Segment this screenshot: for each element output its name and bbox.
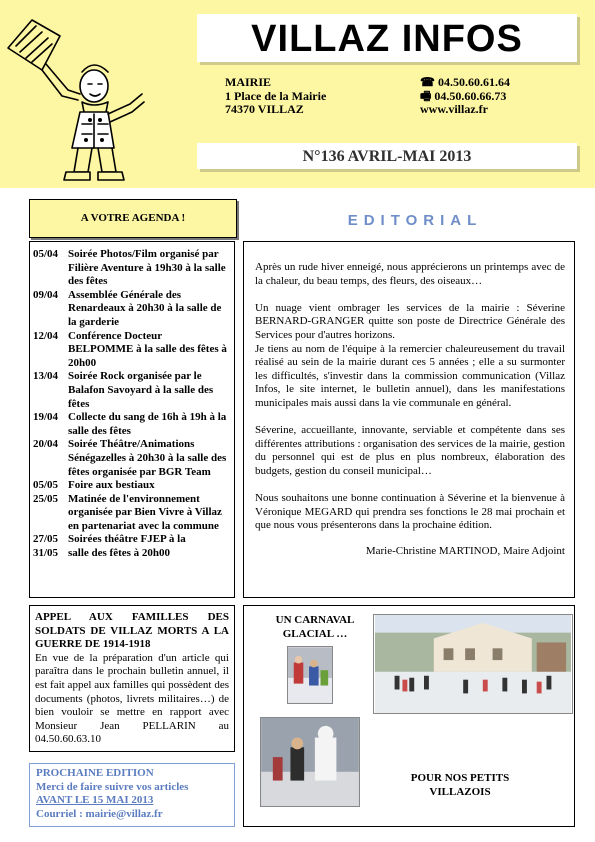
agenda-item (33, 289, 228, 330)
agenda-item (33, 411, 228, 438)
agenda-date: 25/05 (33, 492, 59, 505)
agenda-item (33, 370, 228, 411)
agenda-item (33, 330, 228, 371)
fax-icon: 🖷 (420, 88, 432, 103)
agenda-item (33, 438, 228, 479)
mairie-contact (420, 76, 510, 117)
agenda-date: 27/05 (33, 533, 59, 546)
agenda-text: Soirée Théâtre/Animations Sénégazelles à 20h30 à la salle des fêtes organisée par BGR Team (68, 438, 227, 478)
editorial-paragraph: Je tiens au nom de l'équipe à la remercier chaleureusement du travail réalisé au sein de la mairie durant ces 5 années ; elle a su surmonter les difficultés, s'investir dans la commission communication (Villaz Infos, le site internet, le bulletin annuel), dans les manifestations municipales mais aussi dans la vie communale en général. (255, 342, 565, 409)
address-line: 1 Place de la Mairie (225, 88, 327, 103)
agenda-date: 09/04 (33, 288, 59, 301)
agenda-item (33, 248, 228, 289)
agenda-date: 13/04 (33, 370, 59, 383)
agenda-date: 31/05 (33, 547, 59, 560)
agenda-text: Foire aux bestiaux (68, 479, 155, 492)
fax-line (420, 90, 510, 104)
agenda-text: Soirée Photos/Film organisé par Filière Aventure à 19h30 à la salle des fêtes (68, 248, 226, 288)
agenda-text: salle des fêtes à 20h00 (68, 547, 171, 560)
address-line: 74370 VILLAZ (225, 102, 304, 116)
mascot-illustration (2, 8, 172, 186)
phone-line (420, 76, 510, 90)
agenda-date: 20/04 (33, 438, 59, 451)
agenda-item (33, 533, 228, 547)
agenda-text: Conférence Docteur BELPOMME à la salle des fêtes à 20h00 (68, 329, 227, 369)
agenda-date: 12/04 (33, 329, 59, 342)
agenda-text: Collecte du sang de 16h à 19h à la salle des fêtes (68, 411, 227, 437)
next-edition-request: Merci de faire suivre vos articles (36, 780, 189, 793)
phone-icon: ☎ (420, 75, 435, 89)
editorial-signature: Marie-Christine MARTINOD, Maire Adjoint (365, 544, 565, 557)
agenda-text: Matinée de l'environnement organisée par Bien Vivre à Villaz en partenariat avec la commune (68, 492, 222, 532)
website-link[interactable]: www.villaz.fr (420, 102, 488, 116)
appel-body: En vue de la préparation d'un article qui paraîtra dans le prochain bulletin annuel, il est fait appel aux familles qui possèdent des documents (photos, livrets militaires…) de bien vouloir se mettre en rapport avec Monsieur Jean PELLARIN au 04.50.60.63.10 (35, 651, 229, 746)
editorial-paragraph: Après un rude hiver enneigé, nous apprécierons un printemps avec de la chaleur, du beau temps, des fleurs, des oiseaux… (255, 261, 565, 287)
appel-notice (29, 605, 235, 752)
mairie-address (225, 76, 326, 117)
next-edition-box (29, 763, 235, 827)
carnaval-caption-bottom: POUR NOS PETITS VILLAZOIS (410, 772, 510, 798)
agenda-heading: A VOTRE AGENDA ! (29, 199, 237, 238)
next-edition-email[interactable]: Courriel : mairie@villaz.fr (36, 807, 163, 820)
agenda-item (33, 479, 228, 493)
address-line: MAIRIE (225, 75, 272, 89)
agenda-date: 05/04 (33, 248, 59, 260)
agenda-date: 05/05 (33, 479, 59, 492)
editorial-paragraph: Séverine, accueillante, innovante, serviable et compétente dans ses différentes attributions : organisation des services de la mairie, gestion du personnel qui est de plus en plus nombreux, élaboration des budgets, gestion du conseil municipal… (255, 424, 565, 477)
newsletter-title: VILLAZ INFOS (197, 14, 577, 62)
agenda-text: Assemblée Générale des Renardeaux à 20h30 à la salle de la garderie (68, 288, 222, 328)
agenda-text: Soirée Rock organisée par le Balafon Savoyard à la salle des fêtes (68, 370, 214, 410)
carnaval-caption-top: UN CARNAVAL GLACIAL … (275, 614, 355, 640)
fax-number: 04.50.60.66.73 (434, 88, 507, 103)
agenda-item (33, 493, 228, 534)
appel-title: APPEL AUX FAMILLES DES SOLDATS DE VILLAZ MORTS A LA GUERRE DE 1914-1918 (35, 611, 229, 651)
phone-number: 04.50.60.61.64 (437, 75, 510, 89)
issue-number: N°136 AVRIL-MAI 2013 (197, 143, 577, 169)
agenda-item (33, 547, 228, 561)
next-edition-heading: PROCHAINE EDITION (36, 767, 154, 779)
editorial-heading: EDITORIAL (347, 212, 483, 229)
editorial-paragraph: Un nuage vient ombrager les services de la mairie : Séverine BERNARD-GRANGER quitte son poste de Directrice Générale des Services pour d'autres horizons. (255, 301, 565, 341)
agenda-list (29, 241, 235, 598)
carnaval-photo-costumes (260, 717, 360, 807)
agenda-text: Soirées théâtre FJEP à la (68, 533, 186, 546)
carnaval-photo-parade (373, 614, 573, 714)
agenda-date: 19/04 (33, 411, 59, 424)
editorial-body (243, 241, 575, 598)
next-edition-deadline: AVANT LE 15 MAI 2013 (36, 794, 154, 807)
carnaval-photo-children (287, 646, 333, 704)
editorial-paragraph: Nous souhaitons une bonne continuation à Séverine et la bienvenue à Véronique MEGARD qui prendra ses fonctions le 28 mai prochain et que nous vous présenterons dans la prochaine édition. (255, 492, 565, 532)
